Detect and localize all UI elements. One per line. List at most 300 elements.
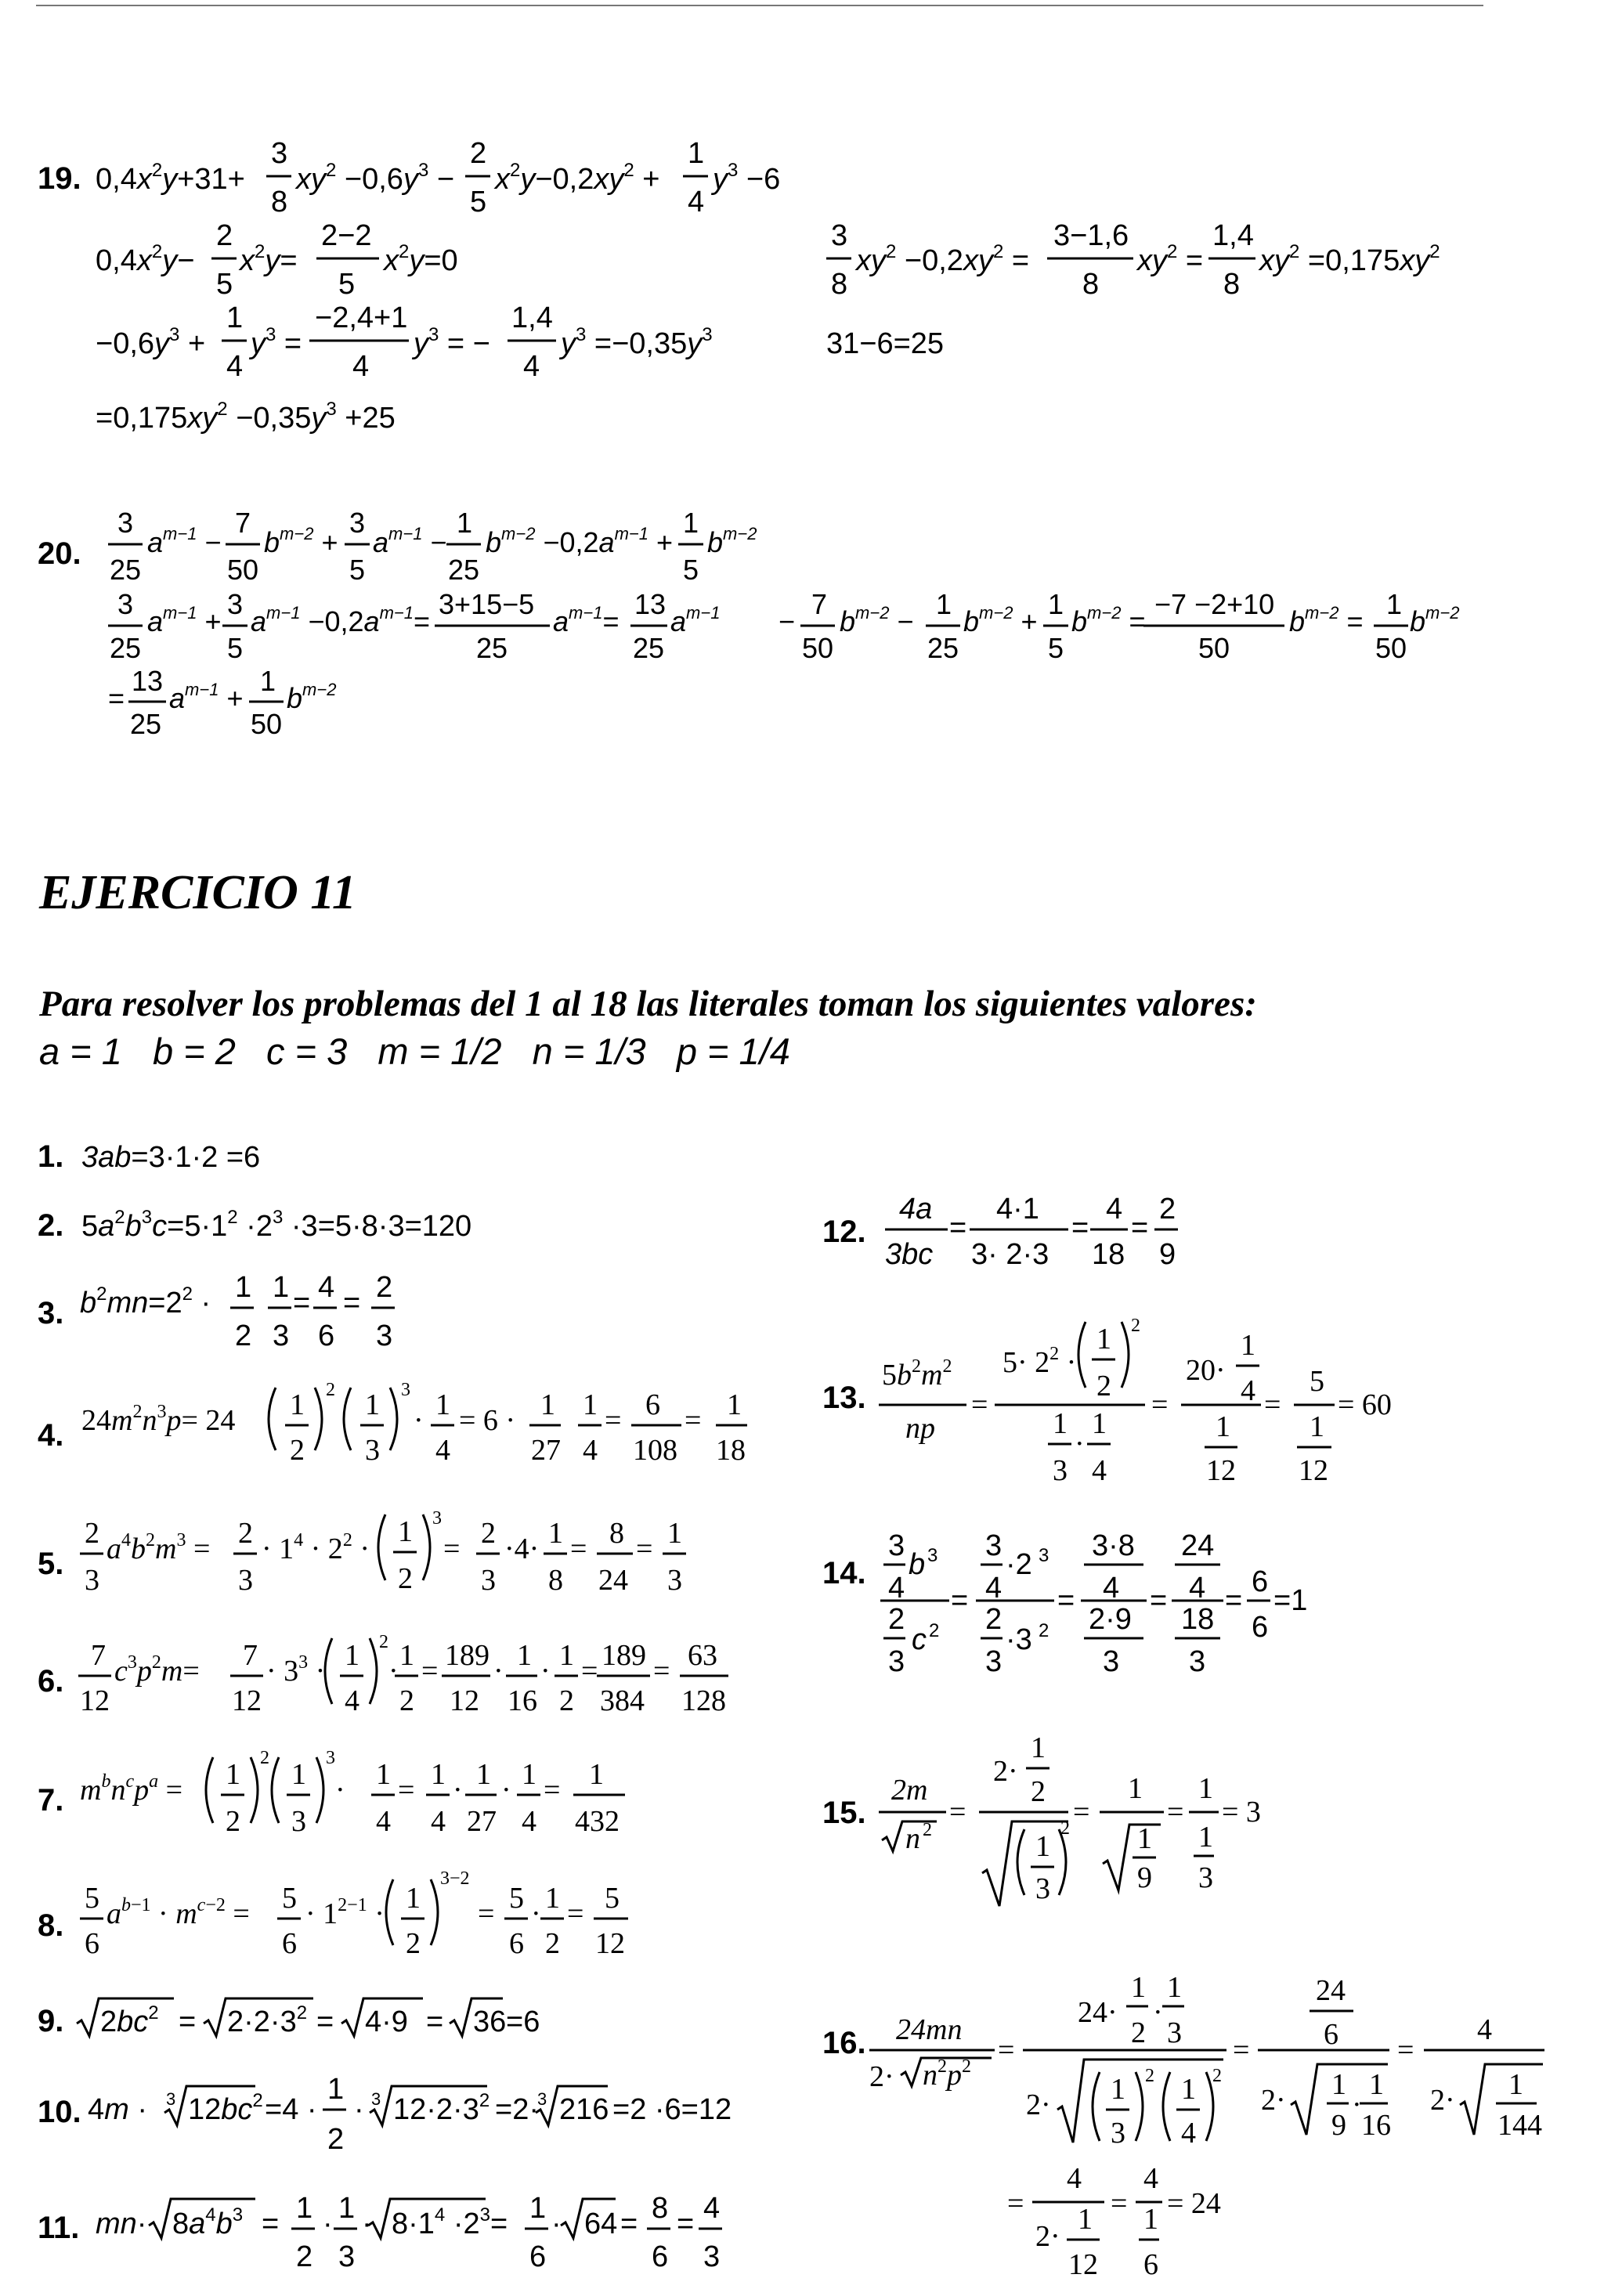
svg-text:am−1=: $a^{m-1}=$ xyxy=(553,603,620,637)
svg-text:0,4x2y−: $0,4x^2y-$ xyxy=(96,241,195,277)
svg-text:−7 −2+10: −7 −2+10 xyxy=(1154,588,1275,620)
svg-text:=: = xyxy=(1225,1584,1243,1617)
svg-text:2: 2 xyxy=(406,1927,421,1960)
svg-text:4: 4 xyxy=(1103,1572,1120,1605)
problem-number: 7. xyxy=(38,1783,64,1818)
svg-text:=: = xyxy=(421,1655,439,1688)
svg-text:1: 1 xyxy=(1310,1410,1324,1443)
svg-text:·: · xyxy=(531,1897,541,1930)
svg-text:4·9: 4·9 xyxy=(365,2005,408,2038)
svg-text:5b2m2: $5b^2m^2$ xyxy=(882,1356,952,1392)
svg-text:−0,6y3 +: $-0,6y^3$ + xyxy=(96,324,206,360)
svg-text:1: 1 xyxy=(545,1882,560,1915)
svg-text:2: 2 xyxy=(398,1562,413,1595)
svg-text:5: 5 xyxy=(282,1882,297,1915)
svg-text:3: 3 xyxy=(85,1564,99,1597)
svg-text:·2: ·2 xyxy=(1006,1548,1032,1581)
svg-text:=: = xyxy=(1131,1211,1149,1244)
svg-text:1: 1 xyxy=(540,1388,555,1421)
svg-text:a4b2m3 =: $a^4b^2m^3$ = xyxy=(107,1530,211,1565)
svg-text:1: 1 xyxy=(1096,1323,1111,1356)
svg-text:27: 27 xyxy=(531,1434,561,1467)
svg-text:4: 4 xyxy=(376,1805,391,1838)
svg-text:1: 1 xyxy=(517,1639,532,1672)
instructions-text: Para resolver los problemas del 1 al 18 las literales toman los siguientes valores: xyxy=(39,984,1257,1024)
svg-text:25: 25 xyxy=(633,632,665,664)
svg-text:8: 8 xyxy=(1223,268,1241,301)
svg-text:2: 2 xyxy=(296,2240,313,2273)
svg-text:· 14 · 22 ·: · $1^4 \cdot 2^2$ · xyxy=(262,1530,370,1565)
svg-text:1: 1 xyxy=(1198,1772,1213,1805)
svg-text:12: 12 xyxy=(232,1684,262,1717)
problem-number: 20. xyxy=(38,536,81,571)
svg-text:50: 50 xyxy=(251,708,283,740)
problem-number: 11. xyxy=(38,2211,80,2245)
svg-text:=: = xyxy=(108,682,125,714)
svg-text:1: 1 xyxy=(683,507,699,539)
svg-text:4: 4 xyxy=(1189,1572,1206,1605)
problem-number: 15. xyxy=(822,1796,866,1830)
svg-text:1: 1 xyxy=(1369,2068,1384,2101)
svg-text:6: 6 xyxy=(529,2240,547,2273)
svg-text:5: 5 xyxy=(216,268,233,301)
svg-text:= 60: = 60 xyxy=(1338,1388,1392,1421)
svg-text:5: 5 xyxy=(338,268,356,301)
svg-text:= 3: = 3 xyxy=(1222,1796,1261,1828)
svg-text:·4·: ·4· xyxy=(504,1532,540,1565)
problem-number: 6. xyxy=(38,1664,64,1699)
svg-text:31−6=25: 31−6=25 xyxy=(826,327,945,360)
svg-text:=: = xyxy=(316,2005,334,2038)
svg-text:25: 25 xyxy=(476,632,508,664)
svg-text:8a4b3: $8a^4b^3$ xyxy=(172,2204,244,2240)
svg-text:3: 3 xyxy=(1111,2117,1125,2150)
svg-text:9: 9 xyxy=(1159,1238,1176,1271)
svg-text:n2p2: $n^2p^2$ xyxy=(923,2056,971,2092)
svg-text:3: 3 xyxy=(166,2089,176,2109)
svg-text:216: 216 xyxy=(559,2093,609,2126)
svg-text:1: 1 xyxy=(376,1758,391,1791)
svg-text:1: 1 xyxy=(1137,1822,1152,1855)
svg-text:4: 4 xyxy=(345,1684,359,1717)
svg-text:1: 1 xyxy=(290,1388,305,1421)
svg-text:am−1 −0,2am−1=: $a^{m-1} -0,2a^{m-1}=$ xyxy=(251,603,431,637)
svg-text:=4 ·: =4 · xyxy=(265,2093,317,2126)
svg-text:2: 2 xyxy=(559,1684,574,1717)
svg-text:2: 2 xyxy=(1159,1193,1176,1226)
svg-text:12: 12 xyxy=(1068,2248,1098,2281)
svg-text:=: = xyxy=(949,1211,967,1244)
svg-text:2: 2 xyxy=(470,137,487,170)
svg-text:25: 25 xyxy=(110,632,142,664)
svg-text:=2 ·6=12: =2 ·6=12 xyxy=(612,2093,732,2126)
svg-text:·: · xyxy=(354,2093,364,2126)
svg-text:=: = xyxy=(685,1404,702,1437)
svg-text:am−1 +: $a^{m-1}$ + xyxy=(169,680,244,714)
svg-text:3: 3 xyxy=(537,2089,547,2109)
svg-text:1: 1 xyxy=(1031,1731,1046,1764)
svg-text:2−2: 2−2 xyxy=(321,219,372,252)
svg-text:=: = xyxy=(179,2005,197,2038)
svg-text:bm−2: $b^{m-2}$ xyxy=(287,680,337,714)
svg-text:3: 3 xyxy=(271,137,288,170)
svg-text:1: 1 xyxy=(1386,588,1403,620)
svg-text:= 24: = 24 xyxy=(1167,2187,1221,2220)
svg-text:·: · xyxy=(1075,1428,1085,1460)
svg-text:8: 8 xyxy=(271,186,288,218)
svg-text:=: = xyxy=(605,1404,622,1437)
svg-text:=: = xyxy=(1073,1796,1090,1828)
svg-text:1: 1 xyxy=(226,301,244,334)
svg-text:=: = xyxy=(293,1287,311,1319)
svg-text:3: 3 xyxy=(432,1508,442,1529)
svg-text:=: = xyxy=(971,1388,988,1421)
svg-text:1: 1 xyxy=(1331,2068,1346,2101)
svg-text:am−1: $a^{m-1}$ xyxy=(670,603,721,637)
svg-text:=: = xyxy=(949,1796,966,1828)
svg-text:2: 2 xyxy=(238,1517,253,1550)
svg-text:4: 4 xyxy=(1106,1193,1123,1226)
problem-number: 12. xyxy=(822,1215,866,1249)
svg-text:8·14 ·23: $8\cdot 1^4 \cdot 2^3$ xyxy=(392,2204,490,2240)
svg-text:16: 16 xyxy=(1361,2109,1391,2142)
svg-text:6: 6 xyxy=(509,1927,524,1960)
svg-text:432: 432 xyxy=(575,1805,620,1838)
problem-number: 16. xyxy=(822,2026,866,2060)
svg-text:5: 5 xyxy=(683,554,699,586)
svg-text:24m2n3p= 24: $24m^2n^3p= 24$ xyxy=(81,1402,236,1437)
svg-text:7: 7 xyxy=(811,588,828,620)
svg-text:3: 3 xyxy=(326,1748,335,1768)
svg-text:1: 1 xyxy=(406,1882,421,1915)
svg-text:50: 50 xyxy=(1198,632,1230,664)
svg-text:2·: 2· xyxy=(1026,2088,1051,2121)
svg-text:xy2 −0,2xy2 =: $xy^2 -0,2xy^2$ = xyxy=(856,241,1030,277)
svg-text:· 33 ·: · $3^3$ · xyxy=(266,1652,326,1688)
svg-text:6: 6 xyxy=(282,1927,297,1960)
svg-text:3: 3 xyxy=(888,1645,905,1678)
svg-text:2: 2 xyxy=(545,1927,560,1960)
svg-text:2: 2 xyxy=(923,1820,932,1840)
problem-number: 3. xyxy=(38,1296,64,1330)
svg-text:4: 4 xyxy=(435,1434,450,1467)
svg-text:50: 50 xyxy=(1375,632,1407,664)
svg-text:18: 18 xyxy=(1092,1238,1125,1271)
svg-text:6: 6 xyxy=(1252,1565,1269,1598)
svg-text:1: 1 xyxy=(235,1271,252,1304)
svg-text:x2y−0,2xy2 +: $x^2y-0,2xy^2$ + xyxy=(495,160,660,196)
svg-text:3: 3 xyxy=(481,1564,496,1597)
svg-text:y3 =: $y^3$ = xyxy=(251,324,302,360)
svg-text:=: = xyxy=(544,1774,561,1807)
svg-text:=: = xyxy=(1057,1584,1075,1617)
svg-text:1: 1 xyxy=(522,1758,536,1791)
svg-text:·: · xyxy=(1352,2088,1362,2121)
svg-text:1: 1 xyxy=(559,1639,574,1672)
svg-text:1: 1 xyxy=(1167,1971,1182,2004)
svg-text:4: 4 xyxy=(1477,2013,1492,2046)
svg-text:7: 7 xyxy=(243,1639,258,1672)
svg-text:3: 3 xyxy=(291,1805,306,1838)
svg-text:1: 1 xyxy=(1198,1821,1213,1854)
svg-text:12: 12 xyxy=(1299,1454,1328,1487)
svg-text:12·2·32: $12\cdot 2\cdot 3^2$ xyxy=(393,2090,490,2126)
svg-text:189: 189 xyxy=(445,1639,490,1672)
svg-text:4: 4 xyxy=(583,1434,598,1467)
svg-text:xy2 =: $xy^2$ = xyxy=(1137,241,1204,277)
svg-text:108: 108 xyxy=(633,1434,677,1467)
svg-text:9: 9 xyxy=(1137,1861,1152,1894)
svg-text:63: 63 xyxy=(688,1639,717,1672)
svg-text:3: 3 xyxy=(985,1645,1002,1678)
svg-text:8: 8 xyxy=(652,2192,669,2225)
problem-number: 2. xyxy=(38,1208,64,1243)
svg-text:y3 −6: $y^3 -6$ xyxy=(713,160,781,196)
svg-text:2: 2 xyxy=(1131,1316,1140,1336)
svg-text:7: 7 xyxy=(91,1639,106,1672)
svg-text:y3 =−0,35y3: $y^3 =-0,35y^3$ xyxy=(561,324,713,360)
svg-text:−2,4+1: −2,4+1 xyxy=(315,301,408,334)
svg-text:·: · xyxy=(1153,1996,1163,2029)
svg-text:x2y=0: $x^2y=0$ xyxy=(384,241,458,277)
svg-text:bm−2 +: $b^{m-2}$ + xyxy=(264,524,338,558)
svg-text:3: 3 xyxy=(1167,2016,1182,2049)
problem-number: 9. xyxy=(38,2004,64,2038)
svg-text:2bc2: $2bc^2$ xyxy=(100,2002,159,2038)
svg-text:8: 8 xyxy=(831,268,848,301)
svg-text:2·2·32: $2\cdot 2\cdot 3^2$ xyxy=(227,2002,308,2038)
svg-text:·: · xyxy=(493,1655,504,1688)
svg-text:·: · xyxy=(551,2208,562,2240)
svg-text:1: 1 xyxy=(273,1271,290,1304)
svg-text:1: 1 xyxy=(365,1388,380,1421)
svg-text:=: = xyxy=(570,1532,587,1565)
svg-text:=: = xyxy=(1111,2187,1128,2220)
svg-text:18: 18 xyxy=(716,1434,746,1467)
svg-text:3: 3 xyxy=(1198,1861,1213,1894)
svg-text:1: 1 xyxy=(529,2192,547,2225)
svg-text:bm−2 −0,2am−1 +: $b^{m-2} -0,2a^{m-1}$ + xyxy=(486,524,674,558)
svg-text:1: 1 xyxy=(1181,2073,1196,2106)
problem-number: 5. xyxy=(38,1547,64,1581)
svg-text:4·1: 4·1 xyxy=(996,1193,1039,1226)
problem-number: 4. xyxy=(38,1418,64,1453)
svg-text:6: 6 xyxy=(318,1319,335,1352)
svg-text:3: 3 xyxy=(1053,1454,1068,1487)
svg-text:189: 189 xyxy=(602,1639,646,1672)
svg-text:bm−2: $b^{m-2}$ xyxy=(707,524,757,558)
svg-text:0,4x2y+31+: $0,4x^2y+31+$ xyxy=(96,160,245,196)
svg-text:1: 1 xyxy=(476,1758,491,1791)
svg-text:5: 5 xyxy=(509,1882,524,1915)
svg-text:1: 1 xyxy=(1111,2073,1125,2106)
svg-text:3: 3 xyxy=(376,1319,393,1352)
svg-text:4: 4 xyxy=(1181,2117,1196,2150)
svg-text:4: 4 xyxy=(1092,1454,1107,1487)
svg-text:8: 8 xyxy=(1082,268,1100,301)
svg-text:16: 16 xyxy=(508,1684,537,1717)
svg-text:·: · xyxy=(323,2208,333,2240)
svg-text:3: 3 xyxy=(227,588,244,620)
svg-text:3: 3 xyxy=(117,588,134,620)
svg-text:2: 2 xyxy=(888,1603,905,1636)
svg-text:1: 1 xyxy=(583,1388,598,1421)
svg-text:13: 13 xyxy=(634,588,667,620)
svg-text:6: 6 xyxy=(1324,2018,1338,2051)
svg-text:2: 2 xyxy=(1145,2066,1154,2086)
svg-text:5· 22 ·: $5\cdot 2^2$ · xyxy=(1002,1344,1077,1379)
svg-text:4: 4 xyxy=(522,1805,536,1838)
svg-text:1: 1 xyxy=(296,2192,313,2225)
svg-text:1: 1 xyxy=(1128,1772,1143,1805)
svg-text:24: 24 xyxy=(598,1564,628,1597)
svg-text:1: 1 xyxy=(435,1388,450,1421)
svg-text:=2·: =2· xyxy=(495,2093,539,2126)
svg-text:2: 2 xyxy=(235,1319,252,1352)
svg-text:xy2 =0,175xy2: $xy^2 =0,175xy^2$ xyxy=(1259,241,1440,277)
svg-text:b2mn=22 ·: $b^2mn=2^2$ · xyxy=(80,1283,211,1319)
svg-text:5a2b3c=5·12 ·23 ·3=5·8·3=120: $5a^2b^3c=5\cdot 1^2 \cdot 2^3 \cdot 3=5\cdot 8\cdot 3=120$ xyxy=(81,1207,472,1243)
svg-text:bm−2: $b^{m-2}$ xyxy=(1410,603,1460,637)
svg-text:384: 384 xyxy=(600,1684,645,1717)
svg-text:3: 3 xyxy=(117,507,134,539)
svg-text:24·: 24· xyxy=(1078,1996,1118,2029)
svg-text:3bc: 3bc xyxy=(885,1238,934,1271)
svg-text:25: 25 xyxy=(927,632,959,664)
svg-text:·: · xyxy=(501,1774,511,1807)
svg-text:−: − xyxy=(779,605,796,637)
svg-text:2: 2 xyxy=(1096,1370,1111,1403)
svg-text:=: = xyxy=(478,1897,495,1930)
svg-text:3: 3 xyxy=(888,1529,905,1562)
svg-text:4: 4 xyxy=(688,186,705,218)
svg-text:·: · xyxy=(335,1774,345,1807)
svg-text:am−1 −: $a^{m-1}$ − xyxy=(147,524,222,558)
svg-text:3· 2·3: 3· 2·3 xyxy=(971,1238,1049,1271)
svg-text:2·: 2· xyxy=(869,2060,894,2093)
svg-text:8: 8 xyxy=(609,1517,624,1550)
svg-text:25: 25 xyxy=(448,554,480,586)
svg-text:=: = xyxy=(1071,1211,1089,1244)
svg-text:·3: ·3 xyxy=(1006,1623,1032,1656)
svg-text:=: = xyxy=(1150,1584,1168,1617)
problem-number: 13. xyxy=(822,1381,866,1415)
svg-text:20·: 20· xyxy=(1186,1354,1226,1387)
svg-text:50: 50 xyxy=(227,554,259,586)
svg-text:144: 144 xyxy=(1497,2109,1542,2142)
svg-text:3: 3 xyxy=(831,219,848,252)
problem-number: 14. xyxy=(822,1556,866,1590)
svg-text:=: = xyxy=(490,2208,508,2240)
problem-number: 1. xyxy=(38,1139,64,1174)
svg-text:1: 1 xyxy=(345,1639,359,1672)
svg-text:2·: 2· xyxy=(993,1755,1018,1788)
svg-text:2: 2 xyxy=(290,1434,305,1467)
svg-text:4: 4 xyxy=(703,2192,721,2225)
svg-text:7: 7 xyxy=(235,507,251,539)
svg-text:3·8: 3·8 xyxy=(1092,1529,1135,1562)
svg-text:4: 4 xyxy=(431,1805,446,1838)
svg-text:4: 4 xyxy=(226,350,244,383)
svg-text:c3p2m=: $c^3p^2m=$ xyxy=(114,1652,200,1688)
svg-text:=: = xyxy=(1151,1388,1169,1421)
svg-text:4a: 4a xyxy=(899,1193,933,1226)
svg-text:12: 12 xyxy=(1206,1454,1236,1487)
svg-text:np: np xyxy=(905,1412,935,1445)
svg-text:5: 5 xyxy=(227,632,244,664)
svg-text:3: 3 xyxy=(338,2240,356,2273)
svg-text:36: 36 xyxy=(473,2005,507,2038)
svg-text:1: 1 xyxy=(1143,2203,1158,2236)
svg-text:mbncpa =: $m^bn^cp^a$ = xyxy=(80,1771,183,1807)
svg-text:bm−2 =: $b^{m-2}$ = xyxy=(1289,603,1364,637)
svg-text:2: 2 xyxy=(1060,1818,1070,1839)
svg-text:5: 5 xyxy=(85,1882,99,1915)
svg-text:9: 9 xyxy=(1331,2109,1346,2142)
svg-text:·: · xyxy=(414,1404,424,1437)
svg-text:1: 1 xyxy=(688,137,705,170)
svg-text:4: 4 xyxy=(1067,2162,1082,2195)
svg-text:4: 4 xyxy=(352,350,370,383)
svg-text:=: = xyxy=(636,1532,653,1565)
problem-number: 19. xyxy=(38,161,81,196)
svg-text:=: = xyxy=(1233,2034,1250,2067)
svg-text:3+15−5: 3+15−5 xyxy=(439,588,535,620)
svg-text:=: = xyxy=(677,2208,695,2240)
svg-text:8: 8 xyxy=(548,1564,563,1597)
problem-number: 10. xyxy=(38,2095,81,2129)
svg-text:24: 24 xyxy=(1181,1529,1215,1562)
svg-text:xy2 −0,6y3 −: $xy^2 -0,6y^3$ − xyxy=(296,160,455,196)
svg-text:2: 2 xyxy=(985,1603,1002,1636)
svg-text:4: 4 xyxy=(523,350,540,383)
svg-text:1: 1 xyxy=(260,665,276,697)
svg-text:1: 1 xyxy=(457,507,473,539)
svg-text:25: 25 xyxy=(110,554,142,586)
svg-text:5: 5 xyxy=(349,554,366,586)
svg-text:=: = xyxy=(1397,2034,1414,2067)
svg-text:2: 2 xyxy=(376,1271,393,1304)
svg-text:·: · xyxy=(388,1655,399,1688)
svg-text:1: 1 xyxy=(1048,588,1064,620)
svg-text:4: 4 xyxy=(985,1572,1002,1605)
svg-text:12: 12 xyxy=(595,1927,625,1960)
svg-text:=: = xyxy=(443,1532,461,1565)
problem-number: 8. xyxy=(38,1908,64,1943)
svg-text:2: 2 xyxy=(481,1517,496,1550)
svg-text:1,4: 1,4 xyxy=(1212,219,1254,252)
svg-text:128: 128 xyxy=(681,1684,726,1717)
svg-text:18: 18 xyxy=(1181,1603,1215,1636)
svg-text:64: 64 xyxy=(584,2208,618,2240)
svg-text:3: 3 xyxy=(371,2089,381,2109)
svg-text:6: 6 xyxy=(652,2240,669,2273)
svg-text:5: 5 xyxy=(1310,1365,1324,1398)
svg-text:2: 2 xyxy=(379,1632,388,1652)
svg-text:3: 3 xyxy=(667,1564,682,1597)
svg-text:2: 2 xyxy=(326,1380,335,1400)
svg-text:bm−2 +: $b^{m-2}$ + xyxy=(963,603,1038,637)
svg-text:3: 3 xyxy=(349,507,366,539)
svg-text:1: 1 xyxy=(327,2073,345,2106)
svg-text:=: = xyxy=(581,1655,598,1688)
svg-text:=: = xyxy=(343,1287,361,1319)
svg-text:1: 1 xyxy=(1092,1407,1107,1440)
svg-text:3: 3 xyxy=(703,2240,721,2273)
svg-text:=6: =6 xyxy=(506,2005,540,2038)
svg-text:24mn: 24mn xyxy=(896,2013,963,2046)
svg-text:=: = xyxy=(998,2034,1015,2067)
